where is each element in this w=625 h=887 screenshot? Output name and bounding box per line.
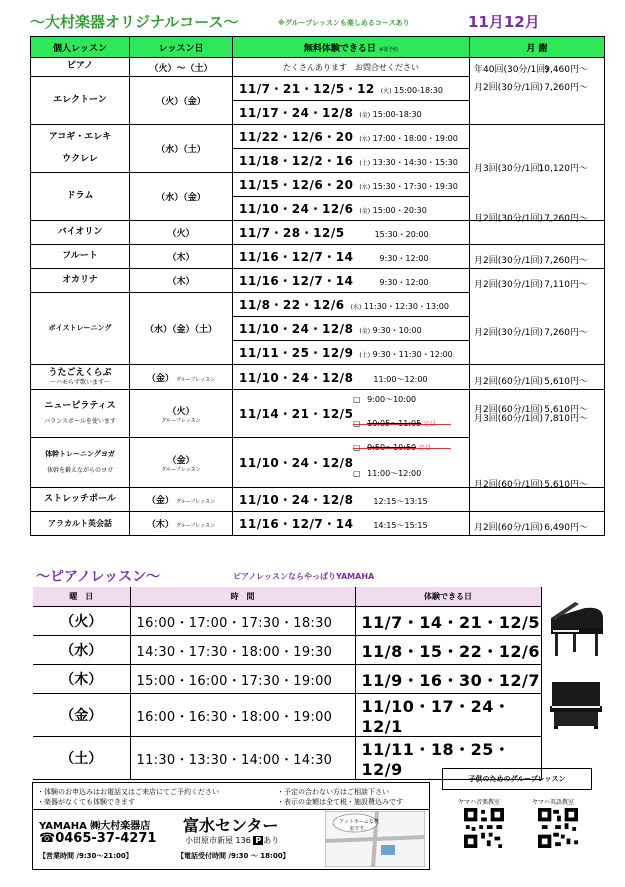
piano-day: （水）	[33, 636, 130, 665]
fee-cell: 月2回(30分/1回) 7,260円〜	[470, 245, 605, 269]
trial-row: 11/10・24・12/8 11:00〜12:00	[233, 365, 470, 390]
course-row-piano	[31, 58, 605, 77]
trial-row: 11/15・12/6・20 (水) 15:30・17:30・19:30	[233, 173, 470, 197]
course-name: オカリナ	[31, 269, 130, 293]
trial-row: 11/10・24・12/8 (金) 9:30・10:00	[233, 317, 470, 341]
course-row-ocarina	[31, 269, 605, 293]
course-day: （水）（土）	[130, 125, 233, 173]
course-day: （火）（金）	[130, 77, 233, 125]
piano-dates: 11/10・17・24・12/1	[355, 694, 541, 737]
trial-row: 11/10・24・12/8 12:15〜13:15	[233, 488, 470, 512]
center-name: 富水センター	[183, 816, 279, 835]
piano-time: 14:30・17:30・18:00・19:30	[130, 636, 355, 665]
course-name: ドラム	[31, 173, 130, 221]
note-text: ・楽器がなくても体験できます	[37, 798, 135, 806]
course-name: バイオリン	[31, 221, 130, 245]
trial-row: 11/16・12/7・14 14:15〜15:15	[233, 512, 470, 536]
header-time: 時 間	[130, 587, 355, 607]
fee-cell: 月2回(60分/1回) 5,610円〜	[470, 365, 605, 390]
note-text: ・体験のお申込みはお電話又はご来店にてご予約ください	[37, 788, 219, 796]
trial-row: 11/7・21・12/5・12 (火) 15:00-18:30	[233, 77, 470, 101]
trial-row: 11/10・24・12/6 (金) 15:00・20:30	[233, 197, 470, 221]
course-day: （金） グループレッスン	[130, 438, 233, 488]
course-row-english	[31, 512, 605, 536]
group-note: ※グループレッスンも楽しめるコースあり	[278, 19, 410, 27]
course-name: ピアノ	[31, 58, 130, 77]
course-name: うたごえくらぶ 〜ハモらず歌います〜	[31, 365, 130, 390]
trial-row: 11/11・25・12/9 (土) 9:30・11:30・12:00	[233, 341, 470, 365]
course-row-flute	[31, 245, 605, 269]
store-info-box	[32, 782, 430, 870]
course-day: （木） グループレッスン	[130, 512, 233, 536]
piano-time: 15:00・16:00・17:30・19:00	[130, 665, 355, 694]
piano-day: （木）	[33, 665, 130, 694]
fee-cell	[470, 221, 605, 245]
course-name: ボイストレーニング	[31, 293, 130, 365]
trial-row: 11/17・24・12/8 (金) 15:00-18:30	[233, 101, 470, 125]
fee-cell: 月2回(30分/1回) 7,110円〜 月2回(30分/1回) 7,260円〜	[470, 269, 605, 365]
grand-piano-icon	[545, 600, 607, 660]
fee-cell: 月2回(60分/1回) 6,490円〜	[470, 512, 605, 536]
course-day: （金） グループレッスン	[130, 365, 233, 390]
piano-header-row	[33, 587, 541, 607]
trial-row: 11/7・28・12/5 15:30・20:00	[233, 221, 470, 245]
slot-available: ▢ 11:00〜12:00	[353, 469, 422, 478]
header-day: 曜 日	[33, 587, 130, 607]
course-row-violin	[31, 221, 605, 245]
parking-icon: P	[255, 836, 262, 845]
note-text: ・予定の合わない方はご相談下さい	[277, 788, 389, 796]
qr-label: ヤマハ音楽教室	[458, 799, 500, 806]
slot-available: ▢ 9:00〜10:00	[353, 395, 417, 404]
piano-day: （土）	[33, 737, 130, 780]
header-day: レッスン日	[130, 37, 233, 58]
trial-row: 11/18・12/2・16 (土) 13:30・14:30・15:30	[233, 149, 470, 173]
qr-label: ヤマハ英語教室	[532, 799, 574, 806]
course-day: （木）	[130, 245, 233, 269]
piano-day: （金）	[33, 694, 130, 737]
note-text: ・表示の金額は全て税・施設費込みです	[277, 798, 403, 806]
map-note: アットホームな教室です。	[339, 819, 379, 832]
course-name: 体幹トレーニングヨガ 体幹を鍛えながらのヨガ	[31, 438, 130, 488]
header-course: 個人レッスン	[31, 37, 130, 58]
piano-row	[33, 607, 541, 636]
trial-row: 11/14・21・12/5 ▢ 9:00〜10:00	[233, 390, 470, 438]
piano-time: 11:30・13:30・14:00・14:30	[130, 737, 355, 780]
course-name: ストレッチポール	[31, 488, 130, 512]
course-name: フルート	[31, 245, 130, 269]
course-day: （水）（金）	[130, 173, 233, 221]
course-row-pilates	[31, 390, 605, 438]
piano-section-subtitle: ピアノレッスンならやっぱりYAMAHA	[233, 572, 375, 581]
trial-row: 11/8・22・12/6 (水) 11:30・12:30・13:00	[233, 293, 470, 317]
trial-row: 11/16・12/7・14 9:30・12:00	[233, 245, 470, 269]
course-row-acoustic	[31, 125, 605, 149]
fee-cell: 月3回(30分/1回) 10,120円〜 月2回(30分/1回) 7,260円〜	[470, 125, 605, 221]
course-table	[30, 36, 605, 536]
piano-time: 16:00・16:30・18:00・19:00	[130, 694, 355, 737]
course-row-utagoe	[31, 365, 605, 390]
fee-cell	[470, 488, 605, 512]
brand-logo: YAMAHA ㈱大村楽器店	[39, 821, 151, 832]
kids-group-lesson-label: 子供のためのグループレッスン	[442, 768, 592, 790]
page-title: 〜大村楽器オリジナルコース〜	[30, 13, 239, 31]
phone-hours: 【電話受付時間 /9:30 〜 18:00】	[177, 852, 290, 860]
piano-day: （火）	[33, 607, 130, 636]
piano-dates: 11/7・14・21・12/5	[355, 607, 541, 636]
header-trial: 体験できる日	[355, 587, 541, 607]
course-day: （火）〜（土）	[130, 58, 233, 77]
course-name: エレクトーン	[31, 77, 130, 125]
course-day: （火）	[130, 221, 233, 245]
piano-section-title: 〜ピアノレッスン〜	[36, 569, 161, 585]
piano-row	[33, 636, 541, 665]
piano-row	[33, 694, 541, 737]
upright-piano-icon	[548, 680, 604, 730]
trial-text: たくさんあります お問合せください	[233, 58, 470, 77]
course-name: アラカルト英会話	[31, 512, 130, 536]
piano-table	[33, 587, 542, 780]
trial-row: 11/16・12/7・14 9:30・12:00	[233, 269, 470, 293]
trial-row: 11/22・12/6・20 (水) 17:00・18:00・19:00	[233, 125, 470, 149]
course-name: ニューピラティス バランスボールを使います	[31, 390, 130, 438]
piano-dates: 11/9・16・30・12/7	[355, 665, 541, 694]
course-day: （水）（金）（土）	[130, 293, 233, 365]
month-label: 11月12月	[468, 13, 540, 31]
course-header-row	[31, 37, 605, 58]
address: 小田原市新屋 136 P あり	[185, 836, 280, 845]
course-day: （金） グループレッスン	[130, 488, 233, 512]
course-day: （火） グループレッスン	[130, 390, 233, 438]
piano-dates: 11/8・15・22・12/6	[355, 636, 541, 665]
business-hours: 【営業時間 /9:30〜21:00】	[39, 852, 133, 860]
trial-row: 11/10・24・12/8 ▢ 11:00〜12:00	[233, 438, 470, 488]
piano-time: 16:00・17:00・17:30・18:30	[130, 607, 355, 636]
piano-row	[33, 665, 541, 694]
qr-code-icon[interactable]	[464, 808, 504, 848]
course-name: アコギ・エレキ ウクレレ	[31, 125, 130, 173]
header-trial: 無料体験できる日 ※要予約	[233, 37, 470, 58]
fee-cell: 月2回(60分/1回) 5,610円〜 月3回(60分/1回) 7,810円〜 月2回(60分/1回) 5,610円〜	[470, 390, 605, 488]
phone-number: ☎0465-37-4271	[39, 831, 157, 846]
course-row-stretch	[31, 488, 605, 512]
course-day: （木）	[130, 269, 233, 293]
header-fee: 月 謝	[470, 37, 605, 58]
qr-code-icon[interactable]	[538, 808, 578, 848]
piano-dates: 11/11・18・25・12/9	[355, 737, 541, 780]
fee-cell: 年40回(30分/1回) 9,460円〜 月2回(30分/1回) 7,260円〜	[470, 58, 605, 125]
